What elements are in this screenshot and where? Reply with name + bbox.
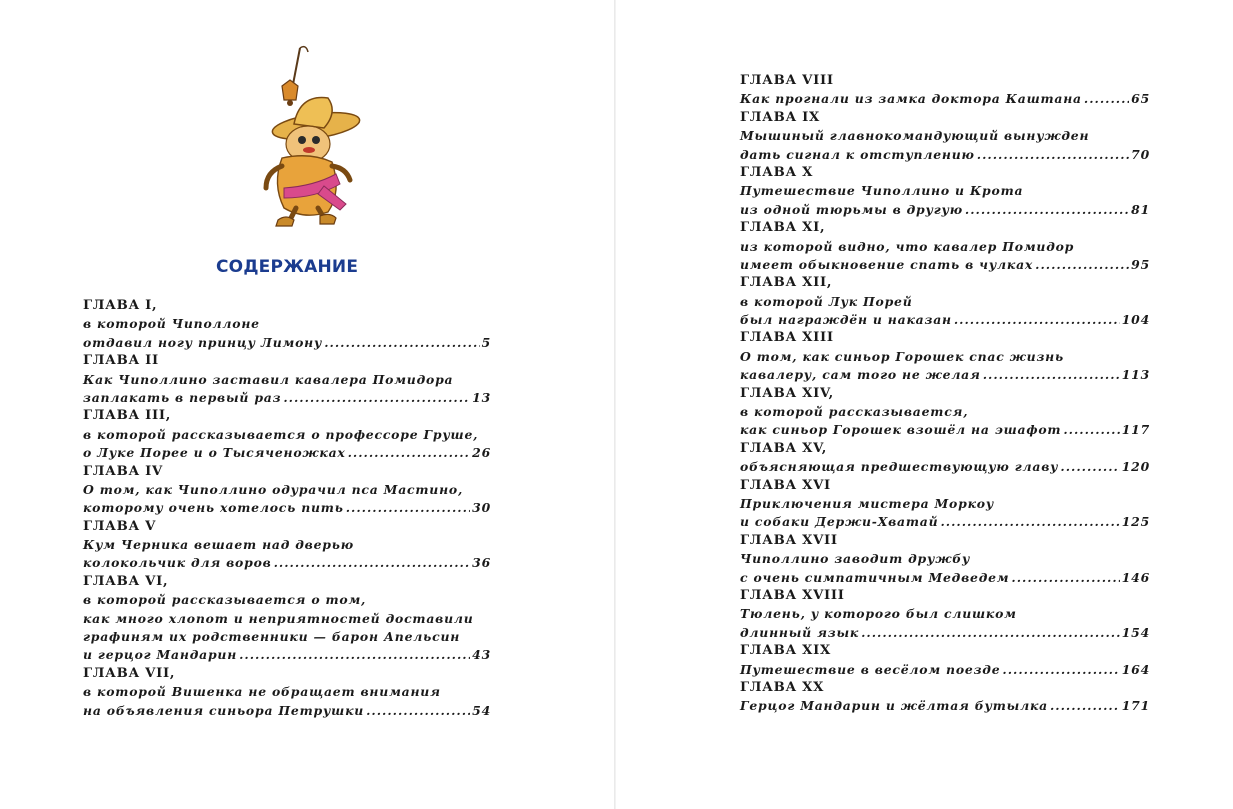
- chapter-title: ГЛАВА X: [740, 164, 814, 180]
- chapter-subtitle-text: длинный язык: [740, 624, 860, 640]
- chapter-subtitle-text: на объявления синьора Петрушки: [83, 702, 365, 718]
- chapter-subtitle-line: О том, как синьор Горошек спас жизнь: [740, 348, 1064, 364]
- toc-entry: [740, 477, 1150, 532]
- chapter-subtitle-last-line: [83, 444, 491, 462]
- chapter-title: ГЛАВА XVIII: [740, 587, 845, 603]
- chapter-subtitle-line: Кум Черника вешает над дверью: [83, 537, 354, 553]
- chapter-subtitle-last-line: [83, 554, 491, 572]
- dot-leader: [940, 513, 1119, 531]
- chapter-title: ГЛАВА XIII: [740, 330, 834, 346]
- page-number: 171: [1121, 698, 1150, 714]
- chapter-subtitle-last-line: [740, 513, 1150, 531]
- chapter-title: ГЛАВА XX: [740, 679, 825, 695]
- chapter-subtitle-last-line: [740, 90, 1150, 108]
- toc-entry: [740, 642, 1150, 679]
- chapter-subtitle-text: Путешествие в весёлом поезде: [740, 661, 1001, 677]
- page-number: 54: [472, 702, 491, 718]
- chapter-subtitle-text: и герцог Мандарин: [83, 647, 238, 663]
- chapter-title: ГЛАВА V: [83, 518, 157, 534]
- toc-entry: [740, 532, 1150, 587]
- dot-leader: [1002, 661, 1119, 679]
- chapter-subtitle-last-line: [83, 646, 491, 664]
- chapter-subtitle-last-line: [83, 499, 491, 517]
- page-number: 95: [1131, 256, 1150, 272]
- dot-leader: [324, 334, 479, 352]
- page-number: 113: [1121, 367, 1150, 383]
- chapter-subtitle-text: Герцог Мандарин и жёлтая бутылка: [740, 698, 1048, 714]
- toc-entry: [83, 518, 491, 573]
- chapter-subtitle-line: О том, как Чиполлино одурачил пса Мастино,: [83, 481, 464, 497]
- chapter-subtitle-text: кавалеру, сам того не желая: [740, 367, 981, 383]
- page-number: 117: [1121, 422, 1150, 438]
- chapter-subtitle-line: в которой Вишенка не обращает внимания: [83, 684, 441, 700]
- chapter-subtitle-line: Как Чиполлино заставил кавалера Помидора: [83, 371, 454, 387]
- dot-leader: [983, 366, 1120, 384]
- toc-entry: [740, 164, 1150, 219]
- chapter-subtitle-text: о Луке Порее и о Тысяченожках: [83, 445, 346, 461]
- chapter-subtitle-last-line: [740, 458, 1150, 476]
- dot-leader: [861, 624, 1120, 642]
- chapter-subtitle-last-line: [740, 421, 1150, 439]
- chapter-title: ГЛАВА XII,: [740, 275, 833, 291]
- chapter-subtitle-line: в которой рассказывается о профессоре Груше,: [83, 426, 479, 442]
- chapter-title: ГЛАВА XIX: [740, 643, 831, 659]
- toc-entry: [740, 329, 1150, 384]
- chapter-subtitle-text: как синьор Горошек взошёл на эшафот: [740, 422, 1062, 438]
- dot-leader: [1060, 458, 1119, 476]
- cipollino-illustration-icon: [212, 40, 362, 230]
- chapter-subtitle-last-line: [740, 569, 1150, 587]
- toc-entry: [740, 679, 1150, 716]
- dot-leader: [1035, 256, 1129, 274]
- chapter-subtitle-last-line: [740, 661, 1150, 679]
- page-number: 104: [1121, 312, 1150, 328]
- chapter-subtitle-text: был награждён и наказан: [740, 312, 952, 328]
- dot-leader: [977, 146, 1129, 164]
- chapter-title: ГЛАВА II: [83, 353, 159, 369]
- chapter-subtitle-line: Тюлень, у которого был слишком: [740, 606, 1017, 622]
- page-number: 146: [1121, 569, 1150, 585]
- page-title: СОДЕРЖАНИЕ: [216, 257, 359, 277]
- chapter-subtitle-text: и собаки Держи-Хватай: [740, 514, 939, 530]
- chapter-subtitle-text: колокольчик для воров: [83, 555, 272, 571]
- chapter-title: ГЛАВА XV,: [740, 440, 828, 456]
- toc-right-column: [740, 72, 1150, 716]
- chapter-title: ГЛАВА I,: [83, 298, 158, 313]
- chapter-subtitle-last-line: [740, 201, 1150, 219]
- chapter-subtitle-line: Приключения мистера Моркоу: [740, 495, 995, 511]
- right-page: [616, 0, 1233, 809]
- page-number: 164: [1121, 661, 1150, 677]
- toc-entry: [740, 440, 1150, 477]
- chapter-subtitle-line: Путешествие Чиполлино и Крота: [740, 183, 1024, 199]
- dot-leader: [1011, 569, 1119, 587]
- chapter-subtitle-text: из одной тюрьмы в другую: [740, 201, 963, 217]
- chapter-subtitle-text: Как прогнали из замка доктора Каштана: [740, 91, 1082, 107]
- page-number: 43: [472, 647, 491, 663]
- chapter-title: ГЛАВА III,: [83, 408, 172, 424]
- chapter-subtitle-last-line: [83, 702, 491, 720]
- chapter-subtitle-text: отдавил ногу принцу Лимону: [83, 334, 323, 350]
- toc-entry: [740, 385, 1150, 440]
- chapter-title: ГЛАВА IX: [740, 109, 820, 125]
- chapter-subtitle-text: объясняющая предшествующую главу: [740, 459, 1059, 475]
- toc-entry: [740, 274, 1150, 329]
- toc-entry: [83, 665, 491, 720]
- chapter-subtitle-line: Чиполлино заводит дружбу: [740, 551, 971, 567]
- chapter-subtitle-last-line: [740, 366, 1150, 384]
- chapter-subtitle-last-line: [740, 697, 1150, 715]
- dot-leader: [274, 554, 471, 572]
- page-number: 36: [472, 555, 491, 571]
- dot-leader: [348, 444, 471, 462]
- left-page: [0, 0, 615, 809]
- dot-leader: [1050, 697, 1120, 715]
- page-number: 154: [1121, 624, 1150, 640]
- chapter-subtitle-text: с очень симпатичным Медведем: [740, 569, 1010, 585]
- toc-entry: [740, 587, 1150, 642]
- chapter-subtitle-last-line: [83, 334, 491, 352]
- page-number: 120: [1121, 459, 1150, 475]
- chapter-subtitle-line: в которой Чиполлоне: [83, 316, 260, 332]
- page-number: 26: [472, 445, 491, 461]
- chapter-subtitle-line: в которой рассказывается,: [740, 404, 969, 420]
- chapter-title: ГЛАВА IV: [83, 463, 163, 479]
- dot-leader: [283, 389, 470, 407]
- toc-entry: [83, 463, 491, 518]
- dot-leader: [1063, 421, 1119, 439]
- dot-leader: [954, 311, 1120, 329]
- chapter-subtitle-text: заплакать в первый раз: [83, 389, 282, 405]
- page-number: 30: [472, 500, 491, 516]
- chapter-subtitle-last-line: [740, 624, 1150, 642]
- chapter-title: ГЛАВА XIV,: [740, 385, 834, 401]
- chapter-title: ГЛАВА VII,: [83, 665, 176, 681]
- chapter-subtitle-line: Мышиный главнокомандующий вынужден: [740, 128, 1090, 144]
- chapter-subtitle-text: которому очень хотелось пить: [83, 500, 344, 516]
- toc-entry: [740, 219, 1150, 274]
- chapter-subtitle-line: из которой видно, что кавалер Помидор: [740, 238, 1075, 254]
- chapter-subtitle-text: дать сигнал к отступлению: [740, 146, 975, 162]
- chapter-title: ГЛАВА XVI: [740, 477, 831, 493]
- dot-leader: [346, 499, 470, 517]
- chapter-subtitle-line: как много хлопот и неприятностей доставили: [83, 610, 474, 626]
- page-number: 65: [1131, 91, 1150, 107]
- dot-leader: [965, 201, 1129, 219]
- page-number: 125: [1121, 514, 1150, 530]
- toc-entry: [83, 297, 491, 352]
- chapter-subtitle-text: имеет обыкновение спать в чулках: [740, 256, 1034, 272]
- toc-entry: [83, 352, 491, 407]
- toc-left-column: [83, 297, 491, 720]
- chapter-subtitle-last-line: [740, 256, 1150, 274]
- page-number: 81: [1131, 201, 1150, 217]
- chapter-subtitle-line: графиням их родственники — барон Апельсин: [83, 629, 461, 645]
- chapter-title: ГЛАВА VIII: [740, 73, 834, 88]
- page-number: 5: [481, 334, 491, 350]
- page-number: 13: [472, 389, 491, 405]
- page-number: 70: [1131, 146, 1150, 162]
- dot-leader: [239, 646, 470, 664]
- chapter-subtitle-last-line: [740, 311, 1150, 329]
- chapter-subtitle-line: в которой рассказывается о том,: [83, 592, 367, 608]
- chapter-title: ГЛАВА VI,: [83, 573, 169, 589]
- toc-entry: [740, 109, 1150, 164]
- chapter-title: ГЛАВА XI,: [740, 220, 826, 236]
- toc-entry: [83, 407, 491, 462]
- toc-entry: [83, 573, 491, 665]
- chapter-subtitle-last-line: [740, 146, 1150, 164]
- chapter-subtitle-last-line: [83, 389, 491, 407]
- chapter-subtitle-line: в которой Лук Порей: [740, 293, 913, 309]
- dot-leader: [1084, 90, 1129, 108]
- dot-leader: [366, 702, 470, 720]
- toc-entry: [740, 72, 1150, 109]
- chapter-title: ГЛАВА XVII: [740, 532, 838, 548]
